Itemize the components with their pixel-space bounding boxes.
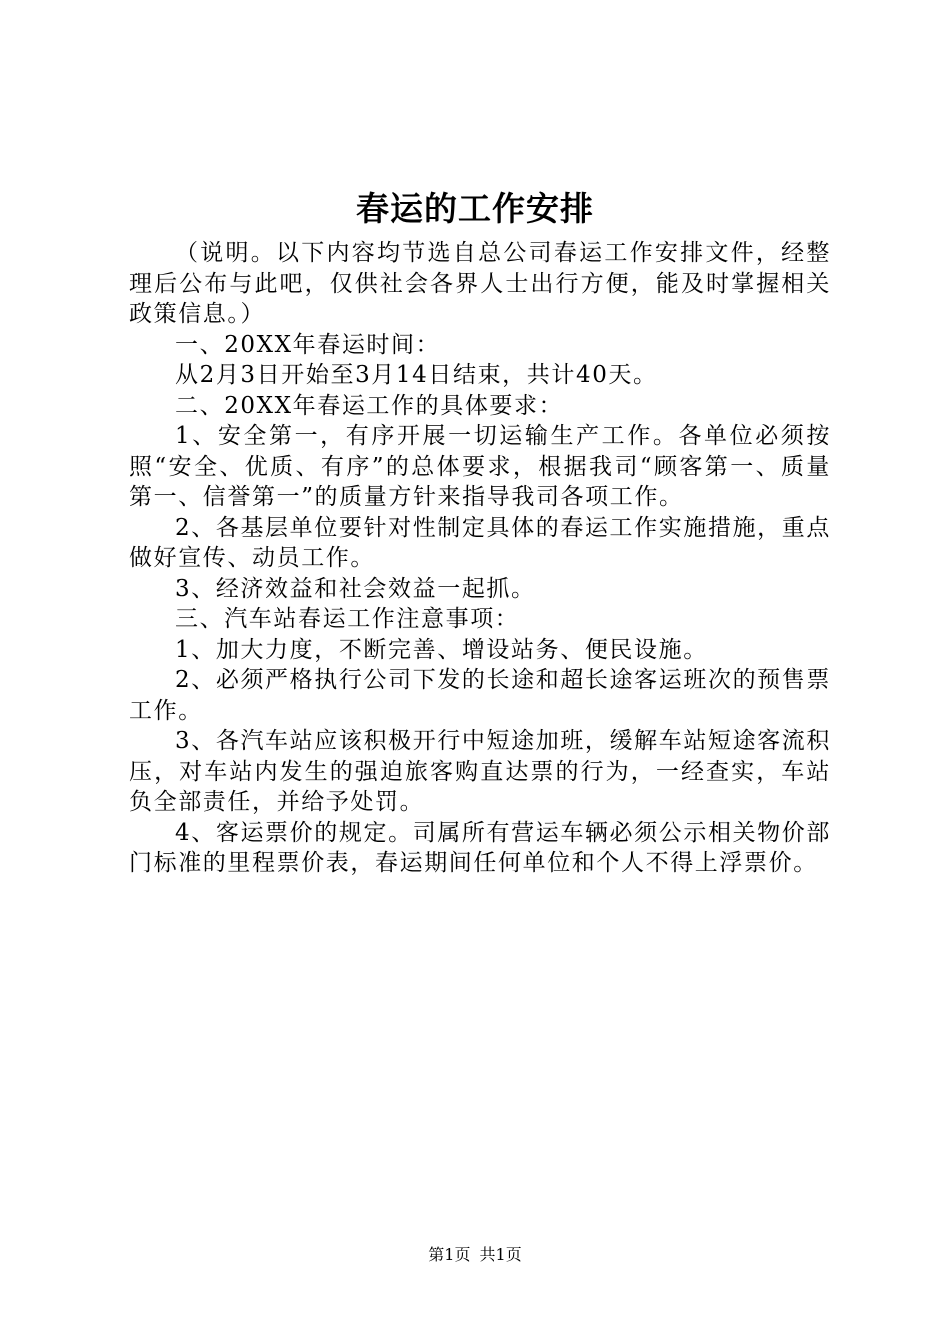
page-total: 共1页 [479,1245,522,1264]
paragraph-note: （说明。以下内容均节选自总公司春运工作安排文件，经整理后公布与此吧，仅供社会各界人士出行方便，能及时掌握相关政策信息。） [129,240,831,327]
paragraph-requirement-2: 2、各基层单位要针对性制定具体的春运工作实施措施，重点做好宣传、动员工作。 [129,514,831,571]
page-number: 第1页 [428,1245,471,1264]
heading-section-3: 三、汽车站春运工作注意事项： [175,606,520,632]
paragraph-requirement-1: 1、安全第一，有序开展一切运输生产工作。各单位必须按照“安全、优质、有序”的总体要求，根据我司“顾客第一、质量第一、信誉第一”的质量方针来指导我司各项工作。 [129,423,831,510]
document-body [129,238,831,879]
heading-section-2: 二、20XX年春运工作的具体要求： [175,392,564,419]
paragraph-schedule: 从2月3日开始至3月14日结束，共计40天。 [175,362,658,388]
page-footer [0,1243,950,1267]
paragraph-notice-3: 3、各汽车站应该积极开行中短途加班，缓解车站短途客流积压，对车站内发生的强迫旅客购直达票的行为，一经查实，车站负全部责任，并给予处罚。 [129,728,831,815]
paragraph-requirement-3: 3、经济效益和社会效益一起抓。 [175,575,536,602]
paragraph-notice-4: 4、客运票价的规定。司属所有营运车辆必须公示相关物价部门标准的里程票价表，春运期间任何单位和个人不得上浮票价。 [129,819,831,876]
heading-section-1: 一、20XX年春运时间： [175,331,441,358]
document-title: 春运的工作安排 [356,189,594,228]
paragraph-notice-2: 2、必须严格执行公司下发的长途和超长途客运班次的预售票工作。 [129,667,831,724]
paragraph-notice-1: 1、加大力度，不断完善、增设站务、便民设施。 [175,636,708,663]
